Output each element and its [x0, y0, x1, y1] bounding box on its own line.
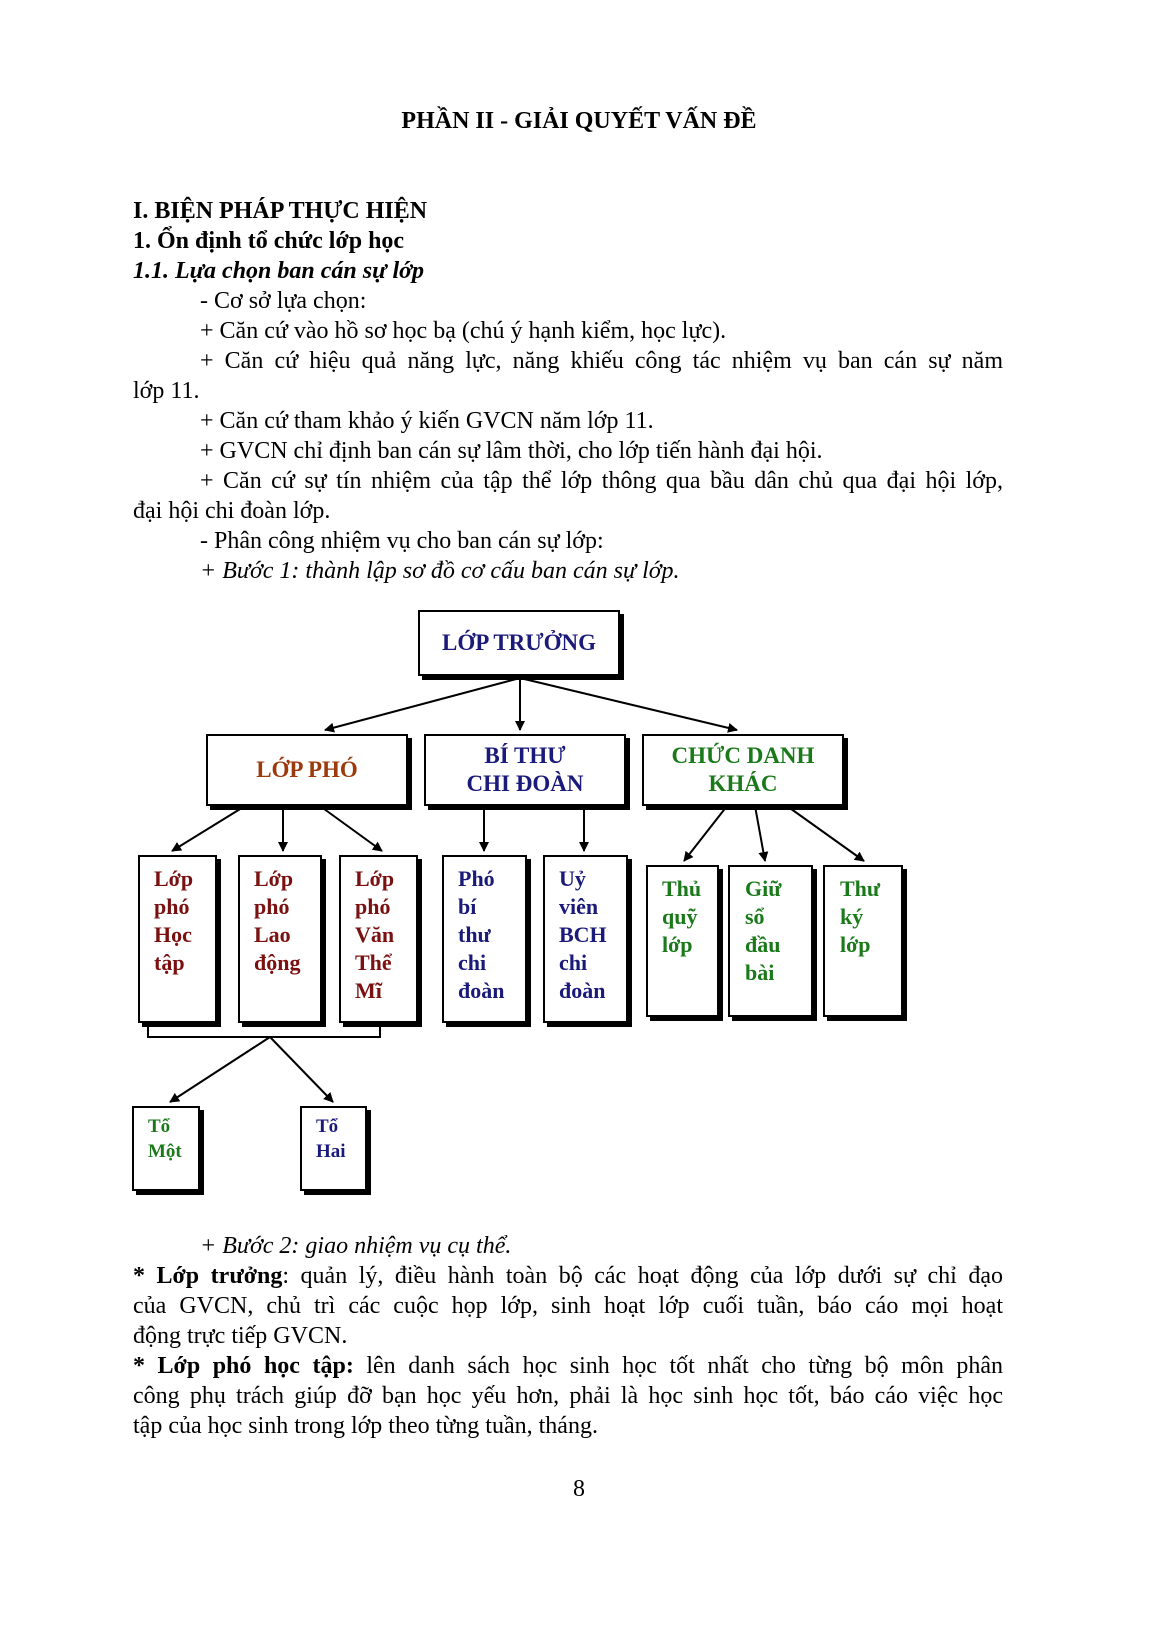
leaf-word: động: [254, 950, 301, 975]
chart-leaf-lop-pho-van-the-mi: [339, 855, 418, 1023]
page-number: 8: [573, 1476, 585, 1502]
chart-group-label: CHI ĐOÀN: [466, 771, 584, 796]
leaf-word: Mĩ: [355, 978, 382, 1003]
text-line: lớp 11.: [133, 378, 200, 404]
duty-label: * Lớp trưởng: [133, 1263, 283, 1289]
chart-group-label: LỚP PHÓ: [256, 757, 358, 782]
text-line: + Căn cứ vào hồ sơ học bạ (chú ý hạnh kiểm, học lực).: [200, 318, 727, 344]
chart-root-box: [418, 610, 620, 676]
chart-leaf-lop-pho-lao-dong: [238, 855, 322, 1023]
text-line: + GVCN chỉ định ban cán sự lâm thời, cho lớp tiến hành đại hội.: [200, 438, 823, 464]
chart-group-bi-thu: [424, 734, 626, 806]
chart-leaf-uy-vien-bch: [543, 855, 628, 1023]
leaf-word: bí: [458, 894, 477, 919]
leaf-word: bài: [745, 960, 775, 985]
duty-text: công phụ trách giúp đỡ bạn học yếu hơn, phải là học sinh học tốt, báo cáo việc học: [133, 1383, 1003, 1409]
duty-text: động trực tiếp GVCN.: [133, 1323, 348, 1349]
duty-text: của GVCN, chủ trì các cuộc họp lớp, sinh hoạt lớp cuối tuần, báo cáo mọi hoạt: [133, 1293, 1003, 1319]
leaf-word: Văn: [355, 922, 395, 947]
chart-group-label: CHỨC DANH: [671, 743, 815, 768]
leaf-word: Thư: [840, 876, 881, 901]
leaf-word: ký: [840, 904, 864, 929]
duty-lop-pho-hoc-tap-line1: [133, 1351, 1003, 1381]
chart-leaf-giu-so-dau-bai: [728, 865, 813, 1017]
leaf-word: viên: [559, 894, 599, 919]
connector-arrow: [787, 806, 864, 861]
leaf-word: Phó: [458, 866, 495, 891]
chart-leaf-thu-quy: [646, 865, 719, 1017]
page-heading: PHẦN II - GIẢI QUYẾT VẤN ĐỀ: [401, 108, 757, 134]
text-line: + Bước 1: thành lập sơ đồ cơ cấu ban cán sự lớp.: [200, 558, 680, 584]
leaf-word: phó: [355, 894, 391, 919]
chart-group-lop-pho: [206, 734, 408, 806]
chart-leaf-thu-ky: [823, 865, 903, 1017]
chart-team-to-hai: [300, 1106, 367, 1191]
leaf-word: Lớp: [154, 866, 194, 891]
leaf-word: Thể: [355, 950, 392, 975]
leaf-word: Lao: [254, 922, 291, 947]
duty-label: * Lớp phó học tập:: [133, 1353, 354, 1379]
leaf-word: thư: [458, 922, 491, 947]
text-line: + Căn cứ hiệu quả năng lực, năng khiếu công tác nhiệm vụ ban cán sự năm: [200, 348, 1003, 374]
chart-leaf-pho-bi-thu: [442, 855, 527, 1023]
connector-arrow: [684, 806, 727, 861]
chart-leaf-lop-pho-hoc-tap: [138, 855, 217, 1023]
chart-group-label: BÍ THƯ: [484, 743, 566, 768]
team-word: Một: [148, 1141, 182, 1162]
leaf-word: lớp: [840, 932, 871, 957]
leaf-word: chi: [458, 950, 487, 975]
chart-group-chuc-danh-khac: [642, 734, 844, 806]
team-word: Tổ: [148, 1116, 171, 1137]
leaf-word: tập: [154, 950, 185, 975]
leaf-word: đoàn: [559, 978, 606, 1003]
leaf-word: Lớp: [355, 866, 395, 891]
duty-text: tập của học sinh trong lớp theo từng tuần, tháng.: [133, 1413, 598, 1439]
chart-root-label: LỚP TRƯỞNG: [442, 630, 596, 655]
leaf-word: quỹ: [662, 904, 698, 929]
connector-arrow: [320, 806, 382, 851]
leaf-word: Thủ: [662, 876, 702, 901]
leaf-word: lớp: [662, 932, 693, 957]
step2-line: + Bước 2: giao nhiệm vụ cụ thể.: [200, 1233, 512, 1259]
connector-arrow: [170, 1037, 270, 1102]
leaf-word: BCH: [559, 922, 607, 947]
chart-team-to-mot: [132, 1106, 200, 1191]
connector-arrow: [520, 678, 737, 730]
duty-text: : quản lý, điều hành toàn bộ các hoạt động của lớp dưới sự chỉ đạo: [282, 1263, 1003, 1289]
connector-arrow: [270, 1037, 333, 1102]
leaf-word: đoàn: [458, 978, 505, 1003]
leaf-word: phó: [154, 894, 190, 919]
text-line: - Cơ sở lựa chọn:: [200, 288, 367, 314]
duty-lop-truong-line1: [133, 1261, 1003, 1291]
team-word: Tổ: [316, 1116, 339, 1137]
leaf-word: chi: [559, 950, 588, 975]
leaf-word: Giữ: [745, 876, 782, 901]
team-word: Hai: [316, 1141, 346, 1162]
connector-arrow: [172, 806, 245, 851]
leaf-word: phó: [254, 894, 290, 919]
chart-group-label: KHÁC: [708, 771, 778, 796]
text-line: đại hội chi đoàn lớp.: [133, 498, 331, 524]
text-line: + Căn cứ tham khảo ý kiến GVCN năm lớp 11.: [200, 408, 654, 434]
bracket-connector: [148, 1022, 380, 1037]
connector-arrow: [755, 806, 765, 861]
leaf-word: Uỷ: [559, 866, 586, 891]
text-line: - Phân công nhiệm vụ cho ban cán sự lớp:: [200, 528, 604, 554]
duty-text: lên danh sách học sinh học tốt nhất cho từng bộ môn phân: [353, 1353, 1004, 1379]
section-heading: I. BIỆN PHÁP THỰC HIỆN: [133, 198, 428, 224]
leaf-word: sổ: [745, 904, 765, 929]
subsection-heading: 1. Ổn định tổ chức lớp học: [133, 228, 405, 254]
leaf-word: đầu: [745, 932, 781, 957]
connector-arrow: [325, 678, 520, 730]
text-line: + Căn cứ sự tín nhiệm của tập thể lớp thông qua bầu dân chủ qua đại hội lớp,: [200, 468, 1003, 494]
leaf-word: Lớp: [254, 866, 294, 891]
leaf-word: Học: [154, 922, 192, 947]
subsubsection-heading: 1.1. Lựa chọn ban cán sự lớp: [133, 258, 424, 284]
